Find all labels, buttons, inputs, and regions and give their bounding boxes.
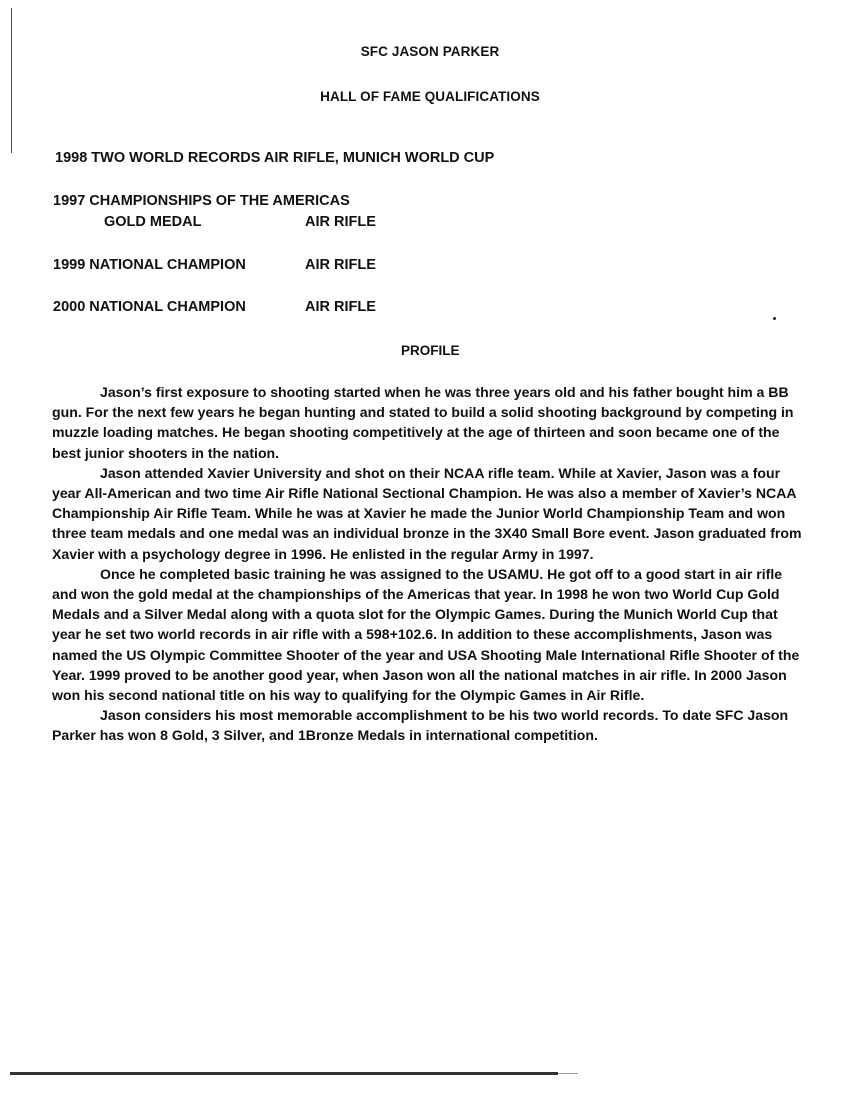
- qualification-1998-world-records: 1998 TWO WORLD RECORDS AIR RIFLE, MUNICH WORLD CUP: [55, 150, 495, 166]
- document-title: SFC JASON PARKER: [360, 44, 500, 59]
- qualification-2000-event: AIR RIFLE: [305, 299, 376, 315]
- qualification-2000-national-title: 2000 NATIONAL CHAMPION: [53, 299, 246, 315]
- document-subtitle: HALL OF FAME QUALIFICATIONS: [320, 89, 540, 104]
- profile-paragraph: Once he completed basic training he was assigned to the USAMU. He got off to a good start in air rifle and won the gold medal at the championships of the Americas that year. In 1998 he won two World Cup Gold Medals and a Silver Medal along with a quota slot for the Olympic Games. During the Munich World Cup that year he set two world records in air rifle with a 598+102.6. In addition to these accomplishments, Jason was named the US Olympic Committee Shooter of the year and USA Shooting Male International Rifle Shooter of the Year. 1999 proved to be another good year, when Jason won all the national matches in air rifle. In 2000 Jason won his second national title on his way to qualifying for the Olympic Games in Air Rifle.: [52, 565, 800, 704]
- profile-paragraph: Jason attended Xavier University and shot on their NCAA rifle team. While at Xavier, Jason was a four year All-American and two time Air Rifle National Sectional Champion. He was also a member of Xavier’s NCAA Championship Air Rifle Team. While he was at Xavier he made the Junior World Championship Team and won three team medals and one medal was an individual bronze in the 3X40 Small Bore event. Jason graduated from Xavier with a psychology degree in 1996. He enlisted in the regular Army in 1997.: [52, 464, 802, 562]
- profile-paragraph: Jason considers his most memorable accomplishment to be his two world records. To date SFC Jason Parker has won 8 Gold, 3 Silver, and 1Bronze Medals in international competition.: [52, 707, 789, 744]
- qualification-1999-event: AIR RIFLE: [305, 257, 376, 273]
- qualification-1997-medal: GOLD MEDAL: [104, 214, 202, 230]
- scan-edge-line: [11, 8, 12, 153]
- scan-speck: [773, 317, 776, 320]
- profile-paragraph: Jason’s first exposure to shooting started when he was three years old and his father bought him a BB gun. For the next few years he began hunting and stated to build a solid shooting background by competing in muzzle loading matches. He began shooting competitively at the age of thirteen and soon became one of the best junior shooters in the nation.: [52, 384, 794, 461]
- qualification-1999-national-title: 1999 NATIONAL CHAMPION: [53, 257, 246, 273]
- scan-bottom-line: [10, 1072, 558, 1075]
- qualification-1997-event: AIR RIFLE: [305, 214, 376, 230]
- qualification-1997-championship-title: 1997 CHAMPIONSHIPS OF THE AMERICAS: [53, 193, 350, 209]
- profile-body: [52, 382, 802, 746]
- profile-heading: PROFILE: [401, 343, 460, 358]
